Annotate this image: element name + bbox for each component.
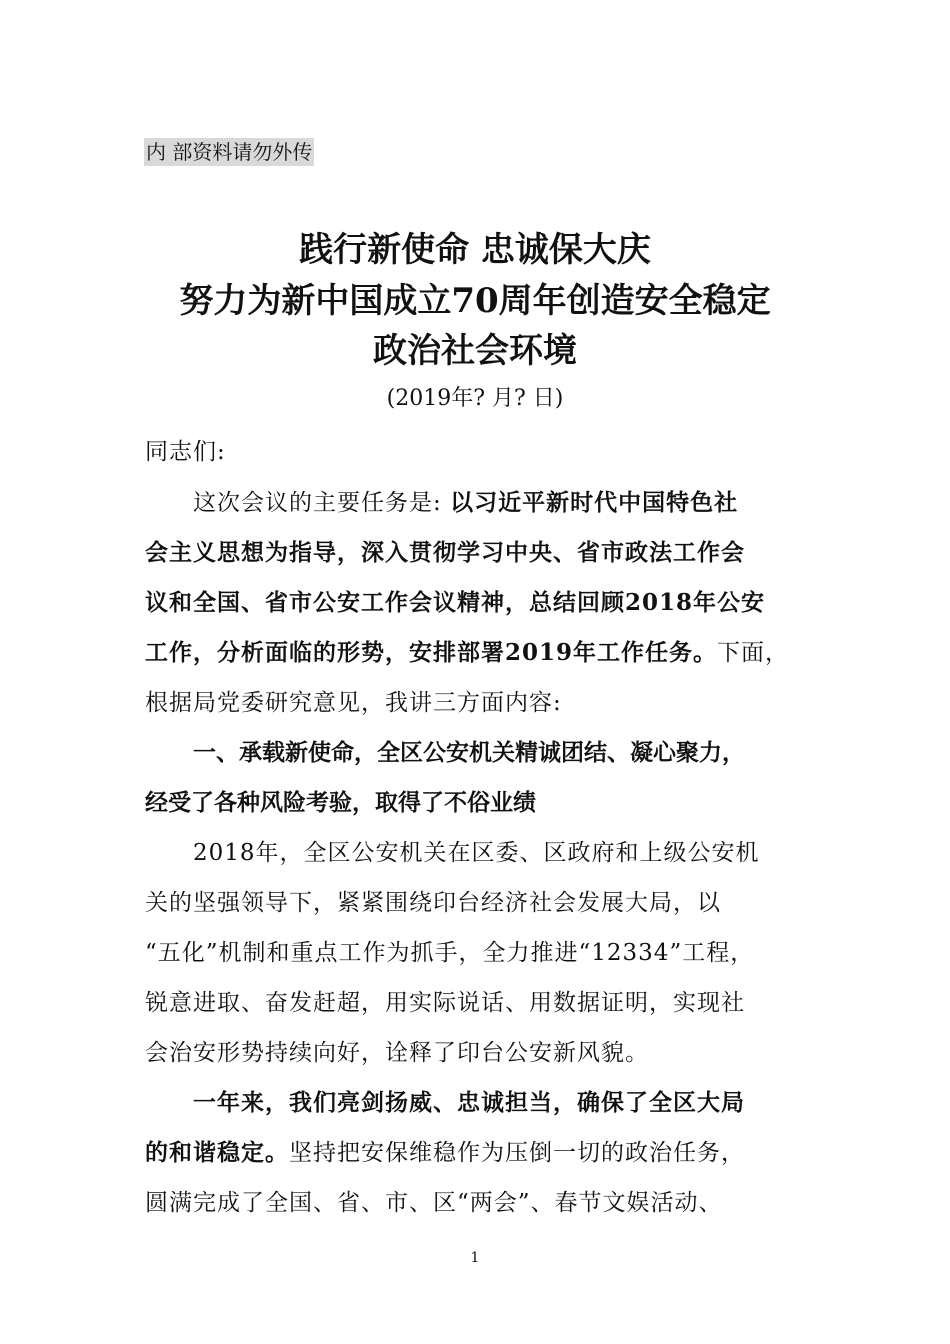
title-line-3: 政治社会环境 [373,331,577,371]
para2-line-1: 2018年，全区公安机关在区委、区政府和上级公安机 [193,840,760,866]
para1-bold-text: 以习近平新时代中国特色社 [450,489,739,516]
para1-text: 这次会议的主要任务是: [193,490,451,516]
para3-line-2 [145,1138,815,1168]
para1-line-2: 会主义思想为指导，深入贯彻学习中央、省市政法工作会 [145,539,745,566]
section-heading-line-2: 经受了各种风险考验，取得了不俗业绩 [145,789,536,816]
date-line: (2019年? 月? 日) [386,386,564,411]
title-line-1: 践行新使命 忠诚保大庆 [299,230,651,270]
section-heading-line-1: 一、承载新使命，全区公安机关精诚团结、凝心聚力， [193,739,745,766]
para1-line-3: 议和全国、省市公安工作会议精神，总结回顾2018年公安 [145,589,766,616]
para2-line-2: 关的坚强领导下，紧紧围绕印台经济社会发展大局，以 [145,890,721,916]
confidential-label: 内 部资料请勿外传 [146,140,313,164]
para1-text: 下面， [717,640,790,666]
para3-line-1: 一年来，我们亮剑扬威、忠诚担当，确保了全区大局 [193,1089,745,1116]
para1-line-4 [145,638,815,668]
para3-text: 坚持把安保维稳作为压倒一切的政治任务， [289,1140,745,1166]
para2-line-3: “五化”机制和重点工作为抓手，全力推进“12334”工程， [145,940,755,966]
para3-line-3: 圆满完成了全国、省、市、区“两会”、春节文娱活动、 [145,1190,723,1216]
para1-line-5: 根据局党委研究意见，我讲三方面内容: [145,690,562,716]
para1-line-1 [193,488,815,518]
para2-line-4: 锐意进取、奋发赶超，用实际说话、用数据证明，实现社 [145,990,745,1016]
page-number: 1 [470,1250,480,1266]
para3-bold-text: 的和谐稳定。 [145,1139,289,1166]
para2-line-5: 会治安形势持续向好，诠释了印台公安新风貌。 [145,1040,649,1066]
title-line-2: 努力为新中国成立70周年创造安全稳定 [179,281,771,321]
para1-bold-text: 工作，分析面临的形势，安排部署2019年工作任务。 [145,639,718,666]
salutation: 同志们: [145,439,226,465]
